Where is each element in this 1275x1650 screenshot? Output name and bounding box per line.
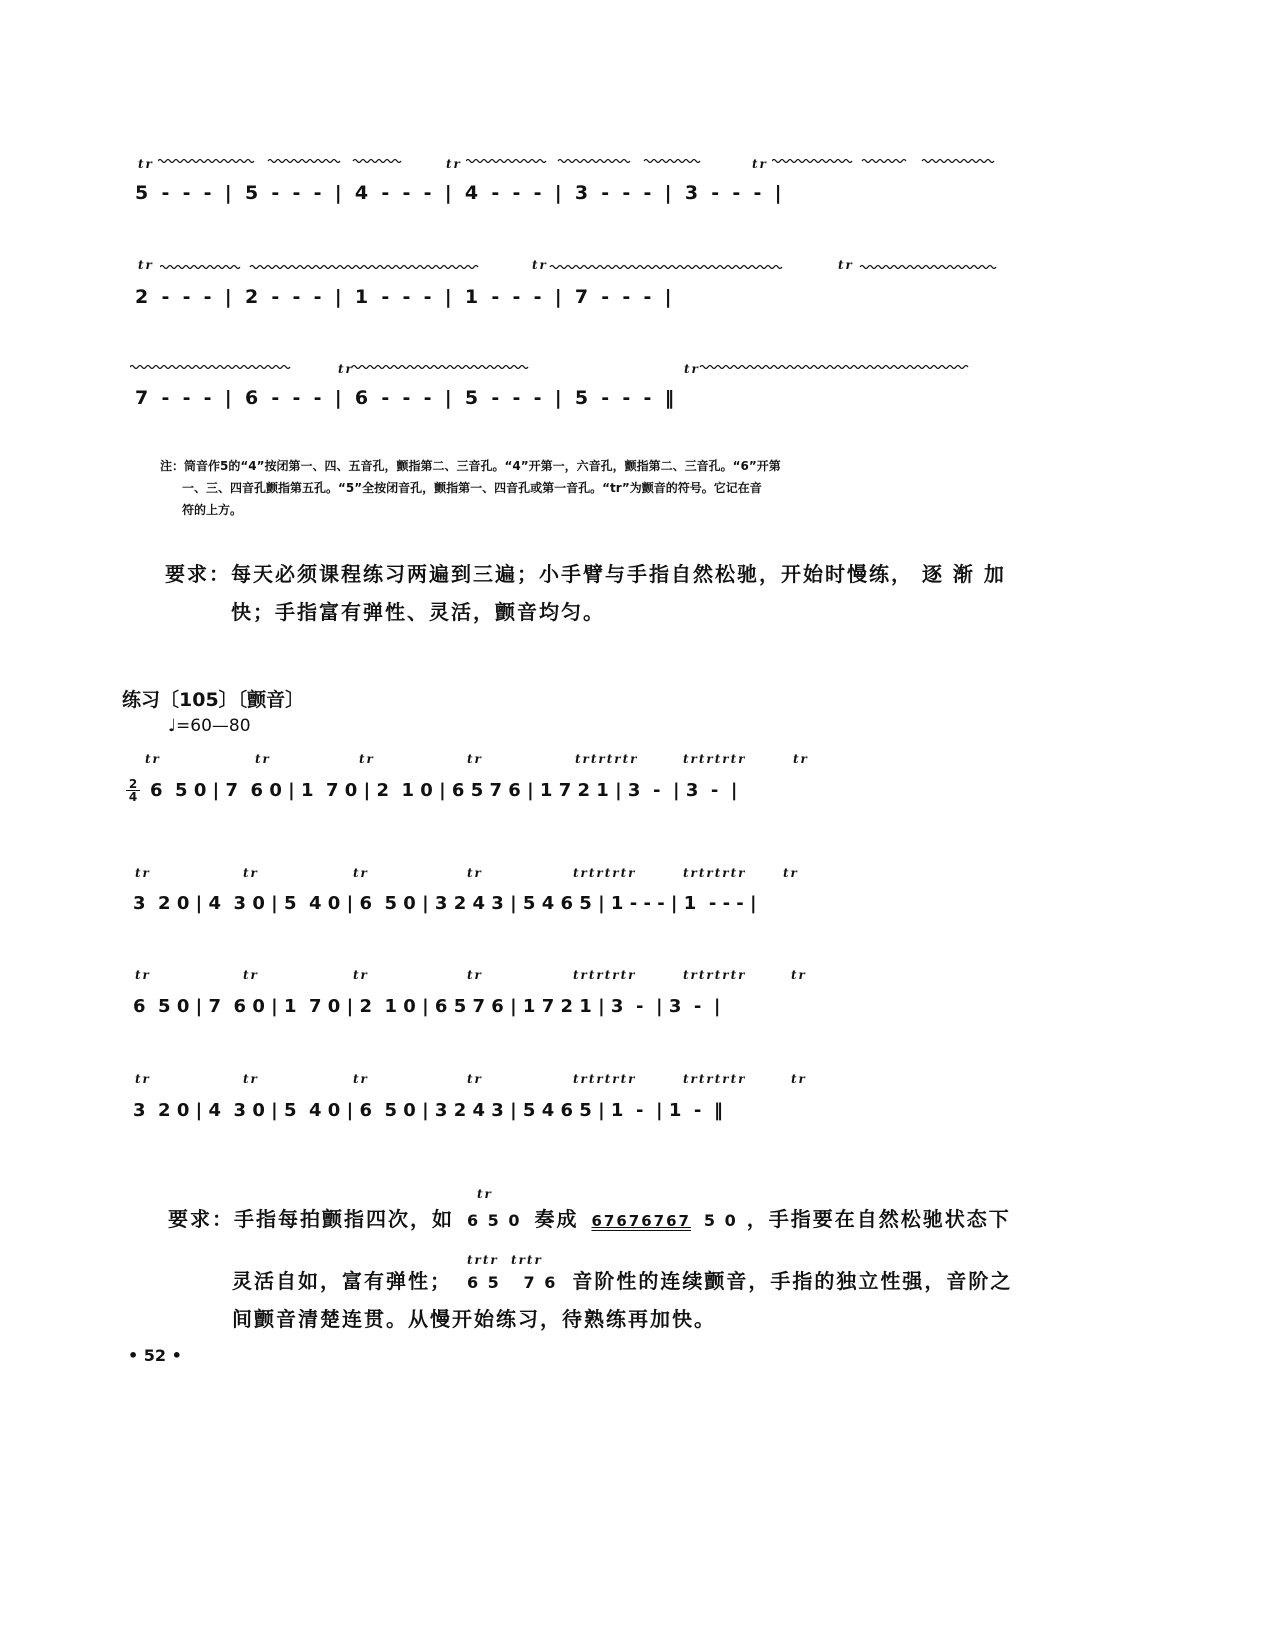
trill-mark: tr bbox=[783, 866, 799, 880]
trill-mark: tr bbox=[446, 157, 462, 171]
trill-mark: tr bbox=[243, 1072, 259, 1086]
trill-wave bbox=[158, 157, 403, 165]
requirement-2-line-1 bbox=[168, 1187, 1011, 1232]
trill-group: trtrtrtr bbox=[683, 752, 747, 766]
trill-mark: tr bbox=[791, 1072, 807, 1086]
req2-example-1-notes: 6 5 0 bbox=[466, 1211, 522, 1230]
staff-row-2-notes: 2 - - - | 2 - - - | 1 - - - | 1 - - - | 7 - - - | bbox=[135, 286, 672, 308]
exercise-row-3-notes: 6 5 0 | 7 6 0 | 1 7 0 | 2 1 0 | 6 5 7 6 | 1 7 2 1 | 3 - | 3 - | bbox=[133, 996, 721, 1017]
trill-group: trtrtrtr bbox=[573, 866, 637, 880]
trill-mark: tr bbox=[476, 1187, 493, 1201]
trill-mark: tr bbox=[353, 866, 369, 880]
trill-group: trtrtrtr bbox=[683, 1072, 747, 1086]
tempo-marking: ♩=60—80 bbox=[168, 716, 251, 736]
trill-mark: tr bbox=[243, 866, 259, 880]
trill-group: trtrtrtr bbox=[575, 752, 639, 766]
trill-mark: tr bbox=[138, 157, 154, 171]
time-signature-bottom: 4 bbox=[126, 790, 140, 803]
note-line-3: 符的上方。 bbox=[182, 503, 243, 517]
fingering-note bbox=[160, 455, 1010, 521]
staff-row-1-notes: 5 - - - | 5 - - - | 4 - - - | 4 - - - | 3 - - - | 3 - - - | bbox=[135, 182, 782, 204]
req2-example-1 bbox=[466, 1187, 522, 1230]
trill-mark: tr bbox=[684, 362, 700, 376]
req2-text-b: 奏成 bbox=[534, 1207, 579, 1231]
requirement-2 bbox=[168, 1175, 1028, 1335]
req2-example-4-notes: 6 5 7 6 bbox=[466, 1273, 558, 1292]
trill-wave bbox=[772, 157, 997, 165]
trill-group: trtrtrtr bbox=[683, 968, 747, 982]
staff-row-3-notes: 7 - - - | 6 - - - | 6 - - - | 5 - - - | 5 - - - ‖ bbox=[135, 387, 675, 409]
trill-wave bbox=[130, 362, 990, 372]
trill-mark: tr bbox=[145, 752, 161, 766]
req2-example-4 bbox=[466, 1253, 558, 1292]
trill-mark: tr bbox=[752, 157, 768, 171]
trill-wave bbox=[160, 262, 1000, 272]
trill-mark: tr bbox=[353, 968, 369, 982]
requirement-1-line-2: 快；手指富有弹性、灵活，颤音均匀。 bbox=[231, 600, 605, 624]
trill-mark: tr bbox=[467, 1072, 483, 1086]
trill-mark: tr bbox=[135, 1072, 151, 1086]
trill-group: trtrtrtr bbox=[683, 866, 747, 880]
trill-group: trtr trtr bbox=[466, 1253, 543, 1267]
trill-mark: tr bbox=[838, 258, 854, 272]
exercise-row-4-notes: 3 2 0 | 4 3 0 | 5 4 0 | 6 5 0 | 3 2 4 3 | 5 4 6 5 | 1 - | 1 - ‖ bbox=[133, 1100, 723, 1121]
req2-text-a: 要求：手指每拍颤指四次，如 bbox=[168, 1207, 454, 1231]
time-signature bbox=[126, 778, 140, 803]
trill-mark: tr bbox=[467, 968, 483, 982]
trill-mark: tr bbox=[353, 1072, 369, 1086]
trill-mark: tr bbox=[135, 866, 151, 880]
trill-mark: tr bbox=[359, 752, 375, 766]
note-line-1: 注：筒音作5的“4”按闭第一、四、五音孔，颤指第二、三音孔。“4”开第一，六音孔，颤指第二、三音孔。“6”开第 bbox=[160, 459, 781, 473]
time-signature-top: 2 bbox=[128, 777, 138, 791]
requirement-2-line-3: 间颤音清楚连贯。从慢开始练习，待熟练再加快。 bbox=[232, 1307, 716, 1331]
trill-mark: tr bbox=[467, 752, 483, 766]
exercise-row-2-notes: 3 2 0 | 4 3 0 | 5 4 0 | 6 5 0 | 3 2 4 3 | 5 4 6 5 | 1 - - - | 1 - - - | bbox=[133, 893, 757, 914]
exercise-row-1-notes: 6 5 0 | 7 6 0 | 1 7 0 | 2 1 0 | 6 5 7 6 | 1 7 2 1 | 3 - | 3 - | bbox=[150, 780, 738, 801]
trill-mark: tr bbox=[532, 258, 548, 272]
req2-text-d: 灵活自如，富有弹性； bbox=[232, 1269, 452, 1293]
trill-mark: tr bbox=[338, 362, 354, 376]
trill-mark: tr bbox=[467, 866, 483, 880]
trill-mark: tr bbox=[135, 968, 151, 982]
req2-example-2: 67676767 bbox=[591, 1212, 691, 1230]
trill-mark: tr bbox=[138, 258, 154, 272]
trill-mark: tr bbox=[243, 968, 259, 982]
trill-group: trtrtrtr bbox=[573, 968, 637, 982]
trill-mark: tr bbox=[791, 968, 807, 982]
trill-wave bbox=[466, 157, 706, 165]
exercise-title: 练习〔105〕〔颤音〕 bbox=[122, 689, 305, 711]
requirement-2-line-2 bbox=[232, 1253, 1013, 1294]
req2-text-c: ，手指要在自然松驰状态下 bbox=[746, 1207, 1011, 1231]
note-line-2: 一、三、四音孔颤指第五孔。“5”全按闭音孔，颤指第一、四音孔或第一音孔。“tr”为颤音的符号。它记在音 bbox=[182, 481, 762, 495]
page-number: • 52 • bbox=[128, 1346, 182, 1365]
requirement-1-line-1: 要求：每天必须课程练习两遍到三遍；小手臂与手指自然松驰，开始时慢练， 逐 渐 加 bbox=[165, 562, 1006, 586]
req2-text-e: 音阶性的连续颤音，手指的独立性强，音阶之 bbox=[572, 1269, 1013, 1293]
trill-group: trtrtrtr bbox=[573, 1072, 637, 1086]
req2-example-3: 5 0 bbox=[703, 1211, 738, 1230]
trill-mark: tr bbox=[255, 752, 271, 766]
requirement-1 bbox=[165, 555, 1015, 631]
trill-mark: tr bbox=[793, 752, 809, 766]
